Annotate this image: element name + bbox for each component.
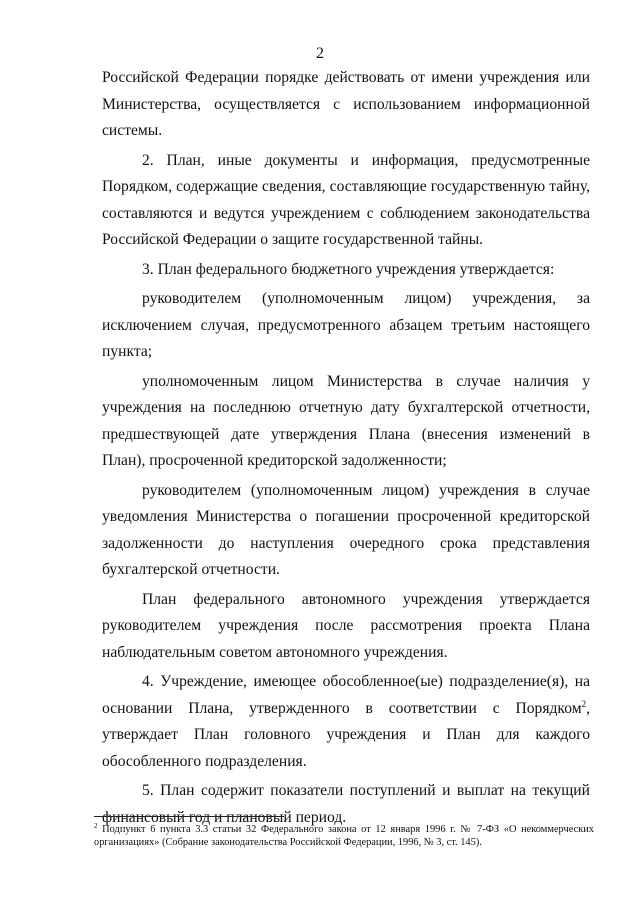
paragraph-4-text-start: 4. Учреждение, имеющее обособленное(ые) подразделение(я), на основании Плана, утвержденного в соответствии с Порядком bbox=[102, 673, 590, 717]
footnote-divider bbox=[94, 816, 284, 817]
paragraph-2: 2. План, иные документы и информация, предусмотренные Порядком, содержащие сведения, составляющие государственную тайну, составляются и ведутся учреждением с соблюдением законодательства Российской Федерации о защите государственной тайны. bbox=[102, 151, 590, 248]
footnote-text: Подпункт 6 пункта 3.3 статьи 32 Федерального закона от 12 января 1996 г. № 7-ФЗ «О некоммерческих организациях» (Собрание законодательства Российской Федерации, 1996, № 3, ст. 145). bbox=[94, 824, 594, 848]
paragraph-autonomous: План федерального автономного учреждения утверждается руководителем учреждения после рассмотрения проекта Плана наблюдательным советом автономного учреждения. bbox=[102, 590, 590, 661]
footnote-marker: 2 bbox=[94, 822, 98, 830]
footnote bbox=[94, 823, 594, 849]
paragraph-5: 5. План содержит показатели поступлений и выплат на текущий финансовый год и плановый период. bbox=[102, 782, 590, 826]
paragraph-3: 3. План федерального бюджетного учреждения утверждается: bbox=[142, 260, 555, 278]
footnote-reference: 2 bbox=[581, 698, 587, 709]
paragraph-3-item-2: уполномоченным лицом Министерства в случае наличия у учреждения на последнюю отчетную дату бухгалтерской отчетности, предшествующей дате утверждения Плана (внесения изменений в План), просроченной кредиторской задолженности; bbox=[102, 372, 590, 469]
page-number: 2 bbox=[316, 45, 324, 62]
paragraph-4 bbox=[102, 669, 590, 775]
paragraph-continuation: Российской Федерации порядке действовать от имени учреждения или Министерства, осуществляется с использованием информационной системы. bbox=[102, 69, 590, 139]
paragraph-3-item-3: руководителем (уполномоченным лицом) учреждения в случае уведомления Министерства о погашении просроченной кредиторской задолженности до наступления очередного срока представления бухгалтерской отчетности. bbox=[102, 481, 590, 578]
paragraph-4-text-end: , утверждает План головного учреждения и План для каждого обособленного подразделения. bbox=[102, 699, 590, 770]
document-body bbox=[102, 65, 590, 831]
paragraph-3-item-1: руководителем (уполномоченным лицом) учреждения, за исключением случая, предусмотренного абзацем третьим настоящего пункта; bbox=[102, 290, 590, 360]
